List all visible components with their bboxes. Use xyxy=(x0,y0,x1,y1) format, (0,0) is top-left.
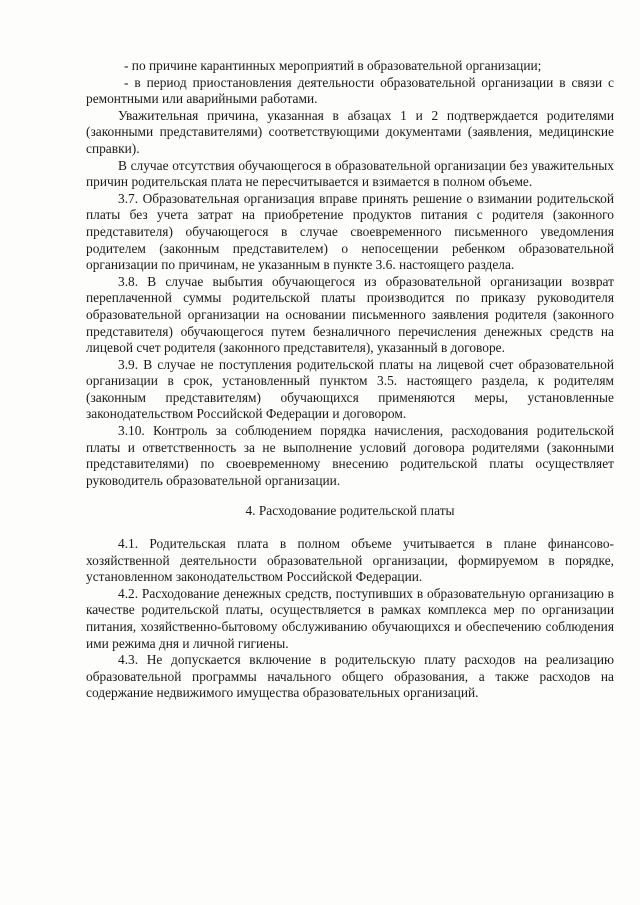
clause-3-7: 3.7. Образовательная организация вправе принять решение о взимании родительской платы без учета затрат на приобретение продуктов питания с родителя (законного представителя) обучающегося в случае своевременного письменного уведомления родителем (законным представителем) о непосещении ребенком образовательной организации по причинам, не указанным в пункте 3.6. настоящего раздела. xyxy=(86,190,614,273)
paragraph-valid-reason: Уважительная причина, указанная в абзацах 1 и 2 подтверждается родителями (законными представителями) соответствующими документами (заявления, медицинские справки). xyxy=(86,107,614,156)
clause-4-1: 4.1. Родительская плата в полном объеме учитывается в плане финансово-хозяйственной деятельности образовательной организации, формируемом в порядке, установленном законодательством Российской Федерации. xyxy=(86,536,614,585)
list-item-quarantine: - по причине карантинных мероприятий в образовательной организации; xyxy=(124,58,542,73)
clause-4-2: 4.2. Расходование денежных средств, поступивших в образовательную организацию в качестве родительской платы, осуществляется в рамках комплекса мер по организации питания, хозяйственно-бытовому обслуживанию обучающихся и обеспечению соблюдения ими режима дня и личной гигиены. xyxy=(86,585,614,651)
clause-3-9: 3.9. В случае не поступления родительской платы на лицевой счет образовательной организации в срок, установленный пунктом 3.5. настоящего раздела, к родителям (законным представителям) обучающихся применяются меры, установленные законодательством Российской Федерации и договором. xyxy=(86,356,614,422)
document-body xyxy=(86,58,614,702)
clause-4-3: 4.3. Не допускается включение в родительскую плату расходов на реализацию образовательной программы начального общего образования, а также расходов на содержание недвижимого имущества образовательных организаций. xyxy=(86,652,614,701)
list-item-suspension: - в период приостановления деятельности образовательной организации в связи с ремонтными или аварийными работами. xyxy=(86,74,614,107)
clause-3-10: 3.10. Контроль за соблюдением порядка начисления, расходования родительской платы и ответственность за не выполнение условий договора родителями (законными представителями) по своевременному внесению родительской платы осуществляет руководитель образовательной организации. xyxy=(86,423,614,488)
section-heading: 4. Расходование родительской платы xyxy=(245,503,455,519)
paragraph-absence: В случае отсутствия обучающегося в образовательной организации без уважительных причин родительская плата не пересчитывается и взимается в полном объеме. xyxy=(86,157,614,190)
clause-3-8: 3.8. В случае выбытия обучающегося из образовательной организации возврат переплаченной суммы родительской платы производится по приказу руководителя образовательной организации на основании письменного заявления родителя (законного представителя) обучающегося путем безналичного перечисления денежных средств на лицевой счет родителя (законного представителя), указанный в договоре. xyxy=(86,273,614,356)
